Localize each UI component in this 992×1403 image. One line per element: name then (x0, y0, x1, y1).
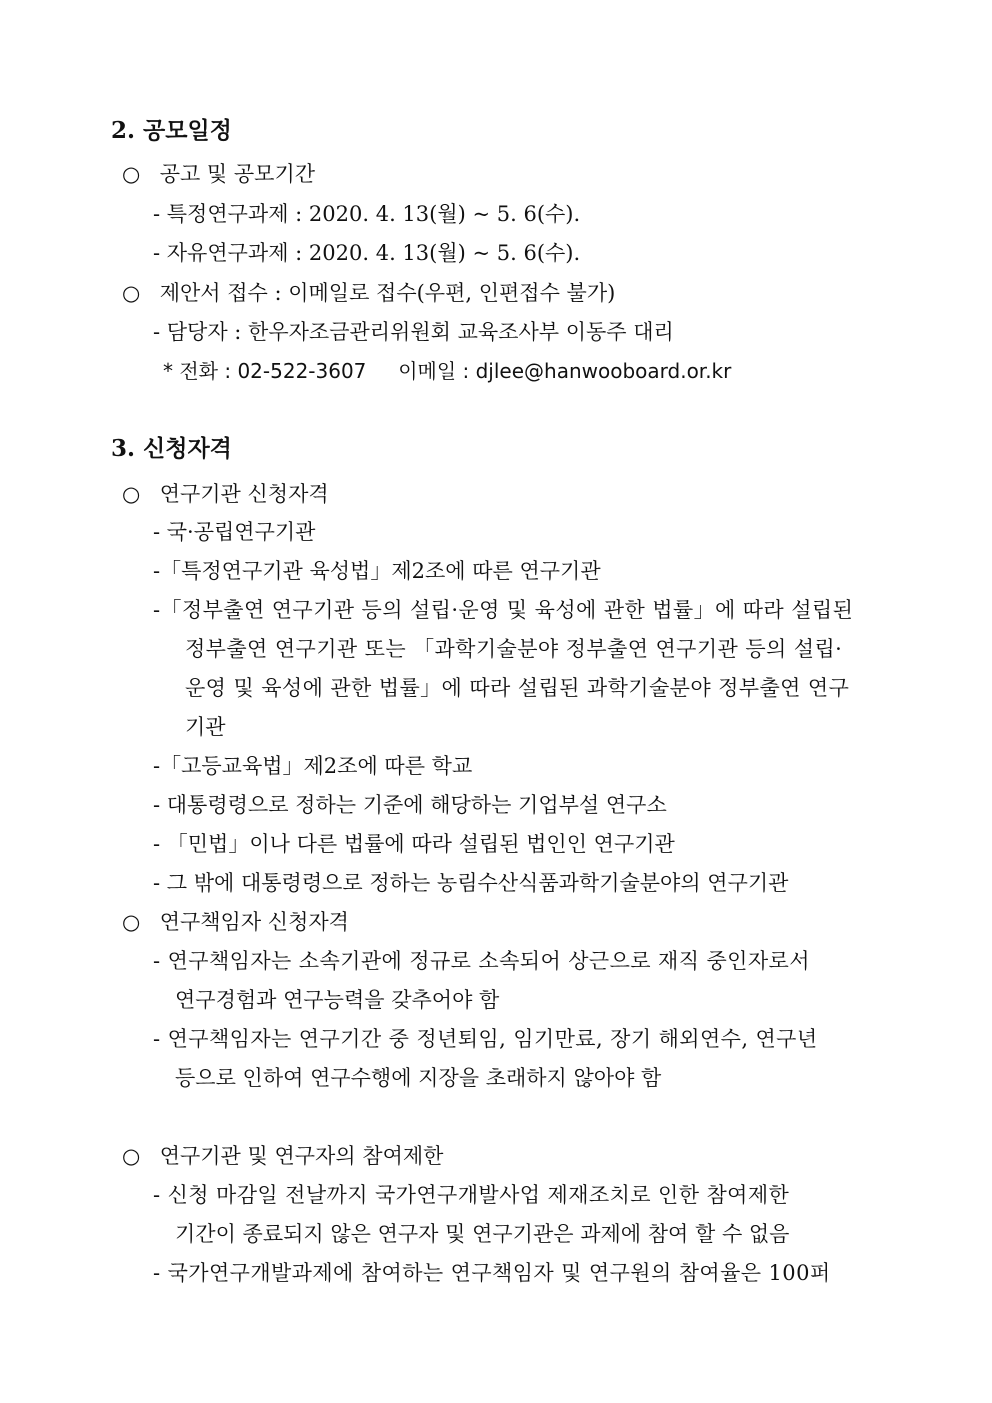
bullet-item (122, 480, 329, 508)
bullet-item (122, 160, 315, 188)
circle-bullet-icon: ○ (122, 1144, 141, 1168)
circle-bullet-icon: ○ (122, 910, 141, 934)
section-heading: 2. 공모일정 (111, 117, 232, 144)
sub-item: - 신청 마감일 전날까지 국가연구개발사업 제재조치로 인한 참여제한 (153, 1183, 790, 1207)
circle-bullet-icon: ○ (122, 162, 141, 186)
bullet-text: 공고 및 공모기간 (159, 162, 316, 186)
bullet-text: 연구기관 및 연구자의 참여제한 (159, 1144, 444, 1168)
sub-item: - 특정연구과제 : 2020. 4. 13(월) ~ 5. 6(수). (153, 202, 581, 226)
sub-item-continuation: 등으로 인하여 연구수행에 지장을 초래하지 않아야 함 (175, 1066, 662, 1090)
sub-item-continuation: 연구경험과 연구능력을 갖추어야 함 (175, 988, 500, 1012)
sub-item-continuation: 기관 (185, 715, 226, 739)
circle-bullet-icon: ○ (122, 482, 141, 506)
sub-item: - 「민법」이나 다른 법률에 따라 설립된 법인인 연구기관 (153, 832, 675, 856)
bullet-text: 연구기관 신청자격 (159, 482, 329, 506)
circle-bullet-icon: ○ (122, 281, 141, 305)
bullet-item (122, 279, 615, 307)
sub-item: - 국·공립연구기관 (153, 520, 316, 544)
sub-item: -「고등교육법」제2조에 따른 학교 (153, 754, 473, 778)
section-heading: 3. 신청자격 (111, 435, 232, 462)
sub-item-continuation: 기간이 종료되지 않은 연구자 및 연구기관은 과제에 참여 할 수 없음 (175, 1222, 790, 1246)
sub-item: - 자유연구과제 : 2020. 4. 13(월) ~ 5. 6(수). (153, 241, 581, 265)
sub-item: - 대통령령으로 정하는 기준에 해당하는 기업부설 연구소 (153, 793, 667, 817)
sub-item: - 그 밖에 대통령령으로 정하는 농림수산식품과학기술분야의 연구기관 (153, 871, 789, 895)
sub-item-continuation: 운영 및 육성에 관한 법률」에 따라 설립된 과학기술분야 정부출연 연구 (185, 676, 850, 700)
bullet-item (122, 908, 349, 936)
bullet-text: 연구책임자 신청자격 (159, 910, 349, 934)
bullet-text: 제안서 접수 : 이메일로 접수(우편, 인편접수 불가) (159, 281, 616, 305)
sub-item: - 연구책임자는 소속기관에 정규로 소속되어 상근으로 재직 중인자로서 (153, 949, 810, 973)
sub-item: -「특정연구기관 육성법」제2조에 따른 연구기관 (153, 559, 601, 583)
sub-item: - 연구책임자는 연구기간 중 정년퇴임, 임기만료, 장기 해외연수, 연구년 (153, 1027, 818, 1051)
sub-item: - 담당자 : 한우자조금관리위원회 교육조사부 이동주 대리 (153, 320, 674, 344)
sub-item: -「정부출연 연구기관 등의 설립·운영 및 육성에 관한 법률」에 따라 설립된 (153, 598, 854, 622)
bullet-item (122, 1142, 443, 1170)
sub-item: - 국가연구개발과제에 참여하는 연구책임자 및 연구원의 참여율은 100퍼 (153, 1261, 831, 1285)
contact-note: * 전화 : 02-522-3607 이메일 : djlee@hanwooboard.or.kr (163, 359, 732, 383)
sub-item-continuation: 정부출연 연구기관 또는 「과학기술분야 정부출연 연구기관 등의 설립· (185, 637, 843, 661)
